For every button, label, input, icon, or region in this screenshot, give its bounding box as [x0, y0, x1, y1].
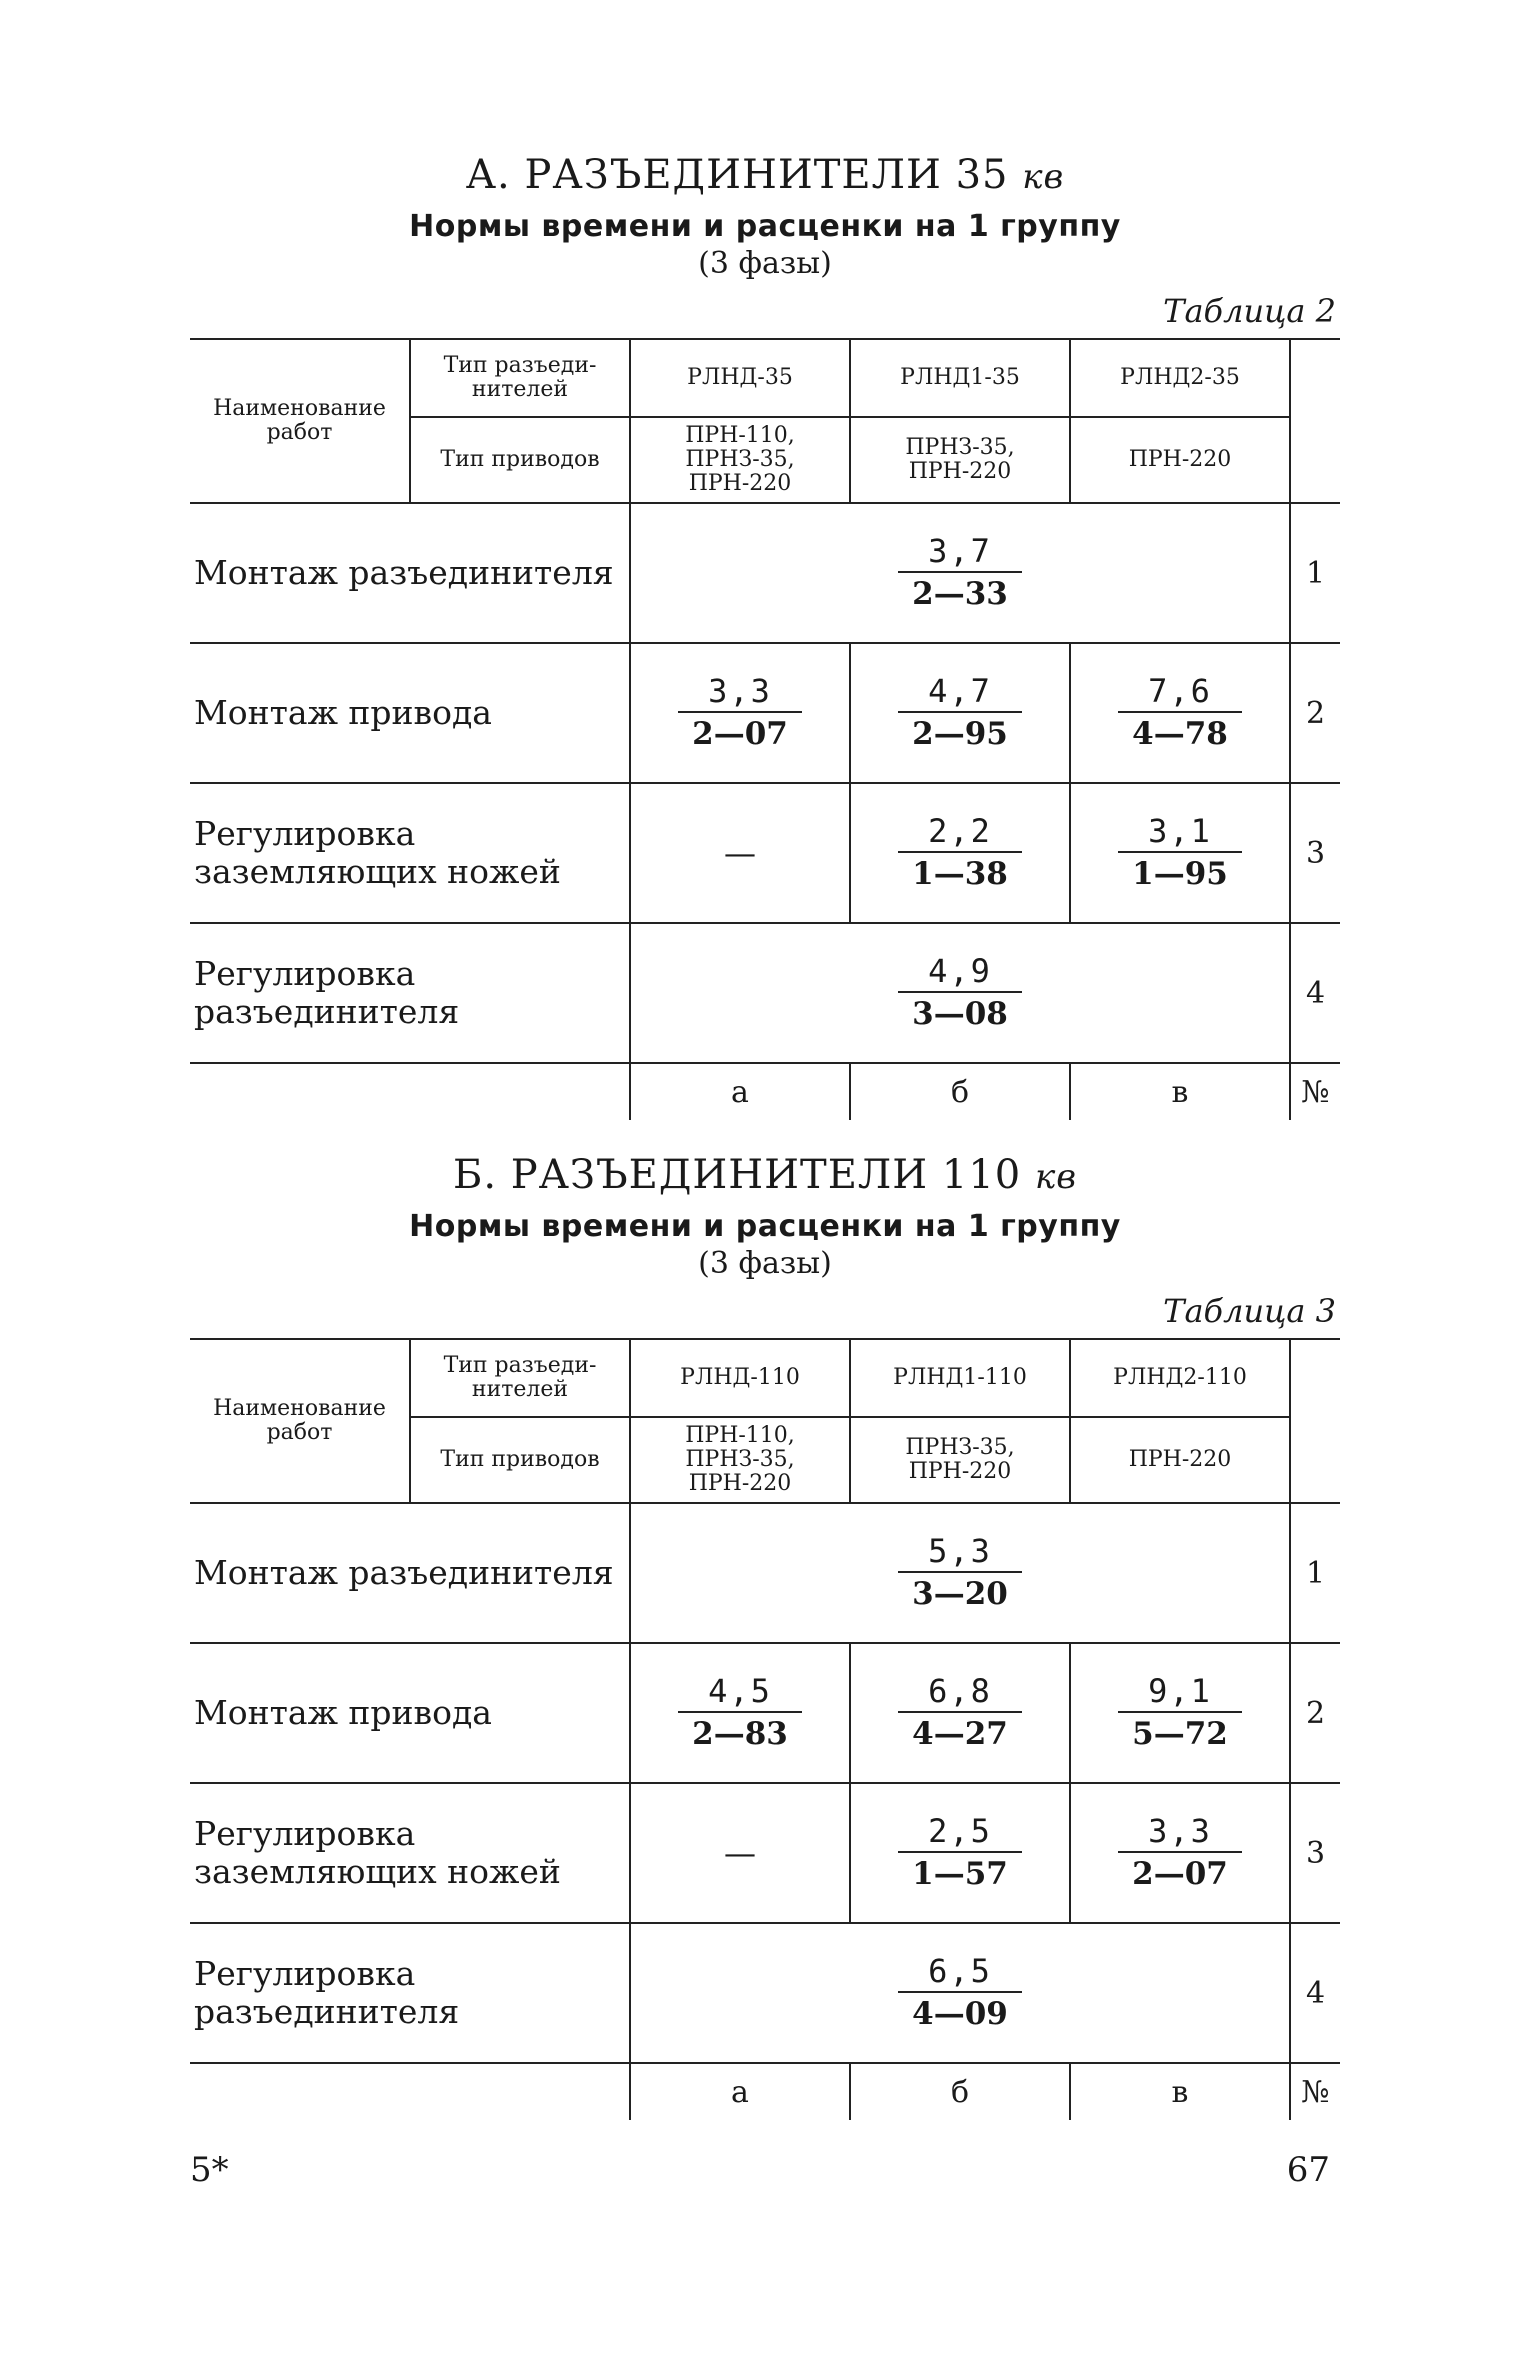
table-row — [190, 1643, 1340, 1783]
norm-time: 3,3 — [678, 671, 802, 713]
header-disc-b: РЛНД1-35 — [850, 339, 1070, 417]
row-name: Регулировка заземляющих ножей — [194, 814, 561, 891]
norm-time: 3,3 — [1118, 1811, 1242, 1853]
header-row-disc — [190, 339, 1340, 417]
section-a — [190, 150, 1340, 1120]
footer-blank — [190, 1063, 630, 1120]
section-subtitle: Нормы времени и расценки на 1 группу — [409, 209, 1121, 244]
row-number: 4 — [1290, 923, 1340, 1063]
fraction — [678, 1671, 802, 1755]
rate: 2—83 — [692, 1716, 788, 1752]
signature-mark: 5* — [190, 2150, 229, 2190]
row-value — [630, 1503, 1290, 1643]
footer-blank — [190, 2063, 630, 2120]
title-unit: кв — [1022, 157, 1065, 197]
header-type-disc: Тип разъеди-нителей — [410, 1339, 630, 1417]
table-label: Таблица 2 — [1163, 292, 1336, 330]
row-value — [850, 643, 1070, 783]
fraction — [898, 671, 1022, 755]
row-value — [1070, 1643, 1290, 1783]
header-drive-c: ПРН-220 — [1070, 1417, 1290, 1503]
rate: 2—07 — [1132, 1856, 1228, 1892]
row-number: 4 — [1290, 1923, 1340, 2063]
footer-row — [190, 1063, 1340, 1120]
header-type-drive: Тип приводов — [410, 1417, 630, 1503]
rate: 2—33 — [912, 576, 1008, 612]
header-row-disc — [190, 1339, 1340, 1417]
table-row — [190, 643, 1340, 783]
fraction — [1118, 671, 1242, 755]
norm-time: 7,6 — [1118, 671, 1242, 713]
fraction — [898, 1671, 1022, 1755]
norm-time: 3,1 — [1118, 811, 1242, 853]
row-value — [630, 503, 1290, 643]
fraction — [898, 531, 1022, 615]
header-disc-c: РЛНД2-110 — [1070, 1339, 1290, 1417]
rate: 1—95 — [1132, 856, 1228, 892]
norm-time: 2,5 — [898, 1811, 1022, 1853]
rate: 4—09 — [912, 1996, 1008, 2032]
row-value — [1070, 643, 1290, 783]
row-value — [630, 1643, 850, 1783]
section-subtitle: Нормы времени и расценки на 1 группу — [409, 1209, 1121, 1244]
header-disc-b: РЛНД1-110 — [850, 1339, 1070, 1417]
section-title — [190, 1150, 1340, 1202]
row-number: 2 — [1290, 643, 1340, 783]
footer-col-c: в — [1070, 1063, 1290, 1120]
fraction — [1118, 1671, 1242, 1755]
row-value — [630, 1923, 1290, 2063]
fraction — [678, 671, 802, 755]
header-drive-a: ПРН-110, ПРНЗ-35, ПРН-220 — [630, 417, 850, 503]
rate: 3—20 — [912, 1576, 1008, 1612]
row-value — [1070, 783, 1290, 923]
header-disc-a: РЛНД-110 — [630, 1339, 850, 1417]
norm-time: 6,8 — [898, 1671, 1022, 1713]
norm-time: 4,7 — [898, 671, 1022, 713]
row-value — [850, 1783, 1070, 1923]
footer-col-no: № — [1290, 1063, 1340, 1120]
title-text: Б. РАЗЪЕДИНИТЕЛИ 110 — [452, 1152, 1022, 1198]
header-work-name: Наименование работ — [190, 339, 410, 503]
footer-col-b: б — [850, 2063, 1070, 2120]
row-number: 2 — [1290, 1643, 1340, 1783]
row-name: Монтаж разъединителя — [194, 1553, 614, 1592]
table-row — [190, 503, 1340, 643]
header-type-drive: Тип приводов — [410, 417, 630, 503]
row-value — [850, 1643, 1070, 1783]
norm-time: 2,2 — [898, 811, 1022, 853]
header-drive-c: ПРН-220 — [1070, 417, 1290, 503]
page — [190, 150, 1340, 2120]
row-value — [850, 783, 1070, 923]
header-no-col — [1290, 339, 1340, 503]
rate: 4—27 — [912, 1716, 1008, 1752]
section-b — [190, 1150, 1340, 2120]
header-drive-b: ПРНЗ-35, ПРН-220 — [850, 1417, 1070, 1503]
header-drive-a: ПРН-110, ПРНЗ-35, ПРН-220 — [630, 1417, 850, 1503]
row-number: 1 — [1290, 1503, 1340, 1643]
table-row — [190, 923, 1340, 1063]
rate: 1—38 — [912, 856, 1008, 892]
fraction — [1118, 811, 1242, 895]
table-row — [190, 1503, 1340, 1643]
row-name: Регулировка разъединителя — [194, 1954, 460, 2031]
page-number: 67 — [1286, 2150, 1330, 2190]
footer-col-c: в — [1070, 2063, 1290, 2120]
fraction — [1118, 1811, 1242, 1895]
row-value-dash: — — [630, 1783, 850, 1923]
header-disc-c: РЛНД2-35 — [1070, 339, 1290, 417]
norm-time: 5,3 — [898, 1531, 1022, 1573]
norms-table — [190, 338, 1340, 1120]
row-value — [630, 923, 1290, 1063]
rate: 1—57 — [912, 1856, 1008, 1892]
fraction — [898, 951, 1022, 1035]
fraction — [898, 1951, 1022, 2035]
footer-col-b: б — [850, 1063, 1070, 1120]
footer-row — [190, 2063, 1340, 2120]
section-subtitle2: (3 фазы) — [698, 246, 832, 281]
table-row — [190, 1783, 1340, 1923]
rate: 5—72 — [1132, 1716, 1228, 1752]
header-type-disc: Тип разъеди-нителей — [410, 339, 630, 417]
fraction — [898, 1531, 1022, 1615]
title-unit: кв — [1034, 1157, 1078, 1197]
norm-time: 4,5 — [678, 1671, 802, 1713]
footer-col-no: № — [1290, 2063, 1340, 2120]
row-number: 3 — [1290, 783, 1340, 923]
title-text: А. РАЗЪЕДИНИТЕЛИ 35 — [465, 152, 1009, 198]
row-name: Монтаж привода — [194, 693, 492, 732]
norm-time: 9,1 — [1118, 1671, 1242, 1713]
header-work-name: Наименование работ — [190, 1339, 410, 1503]
row-value — [630, 643, 850, 783]
row-name: Монтаж привода — [194, 1693, 492, 1732]
row-number: 1 — [1290, 503, 1340, 643]
rate: 3—08 — [912, 996, 1008, 1032]
row-value — [1070, 1783, 1290, 1923]
section-title — [190, 150, 1340, 202]
norm-time: 3,7 — [898, 531, 1022, 573]
rate: 2—95 — [912, 716, 1008, 752]
norm-time: 6,5 — [898, 1951, 1022, 1993]
rate: 2—07 — [692, 716, 788, 752]
row-number: 3 — [1290, 1783, 1340, 1923]
fraction — [898, 811, 1022, 895]
section-subtitle2: (3 фазы) — [698, 1246, 832, 1281]
table-row — [190, 1923, 1340, 2063]
norm-time: 4,9 — [898, 951, 1022, 993]
row-name: Регулировка заземляющих ножей — [194, 1814, 561, 1891]
header-disc-a: РЛНД-35 — [630, 339, 850, 417]
row-name: Регулировка разъединителя — [194, 954, 460, 1031]
row-value-dash: — — [630, 783, 850, 923]
fraction — [898, 1811, 1022, 1895]
footer-col-a: а — [630, 2063, 850, 2120]
header-no-col — [1290, 1339, 1340, 1503]
row-name: Монтаж разъединителя — [194, 553, 614, 592]
table-label: Таблица 3 — [1163, 1292, 1336, 1330]
footer-col-a: а — [630, 1063, 850, 1120]
norms-table — [190, 1338, 1340, 2120]
table-row — [190, 783, 1340, 923]
rate: 4—78 — [1132, 716, 1228, 752]
header-drive-b: ПРНЗ-35, ПРН-220 — [850, 417, 1070, 503]
